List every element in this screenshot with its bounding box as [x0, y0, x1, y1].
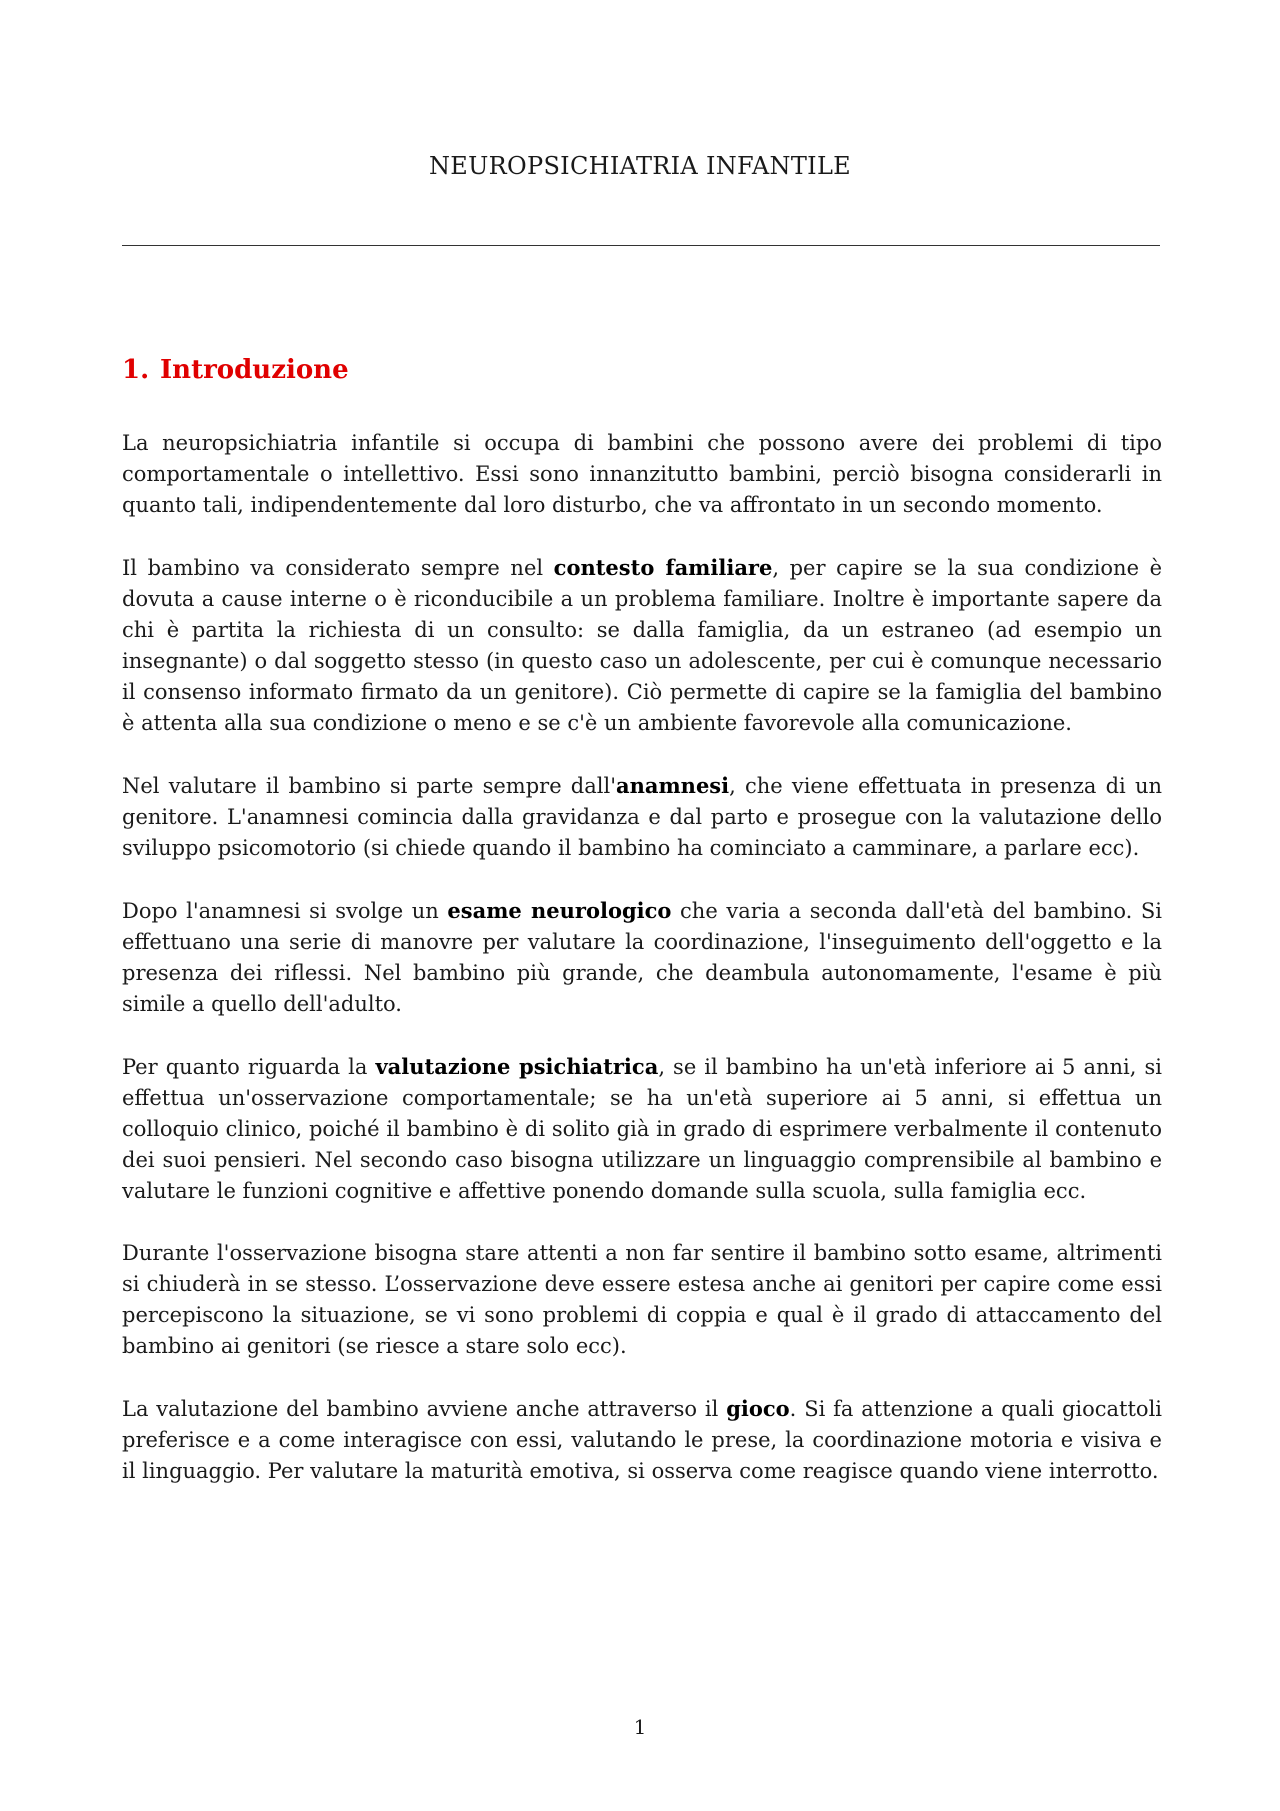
paragraph-text: Nel valutare il bambino si parte sempre dall' — [122, 774, 616, 798]
paragraph-text: , che viene effettuata in presenza di un genitore. L'anamnesi comincia dalla gravidanza e dal parto e prosegue con la valutazione dello sviluppo psicomotorio (si chiede quando il bambino ha cominciato a camminare, a parlare ecc). — [122, 774, 1162, 860]
section-title: Introduzione — [160, 355, 349, 385]
paragraph-text: Il bambino va considerato sempre nel — [122, 556, 554, 580]
document-title: NEUROPSICHIATRIA INFANTILE — [429, 152, 851, 180]
bold-term: anamnesi — [615, 773, 730, 798]
paragraph-text: che varia a seconda dall'età del bambino. Si effettuano una serie di manovre per valutare la coordinazione, l'inseguimento dell'oggetto e la presenza dei riflessi. Nel bambino più grande, che deambula autonomamente, l'esame è più simile a quello dell'adulto. — [122, 899, 1162, 1016]
section-heading — [122, 355, 349, 385]
paragraph-text: Dopo l'anamnesi si svolge un — [122, 899, 448, 923]
paragraph-text: , per capire se la sua condizione è dovuta a cause interne o è riconducibile a un problema familiare. Inoltre è importante sapere da chi è partita la richiesta di un consulto: se dalla famiglia, da un estraneo (ad esempio un insegnante) o dal soggetto stesso (in questo caso un adolescente, per cui è comunque necessario il consenso informato firmato da un genitore). Ciò permette di capire se la famiglia del bambino è attenta alla sua condizione o meno e se c'è un ambiente favorevole alla comunicazione. — [122, 556, 1163, 735]
paragraph-anamnesi — [122, 770, 1162, 864]
document-body — [122, 428, 1162, 1518]
paragraph-text: , se il bambino ha un'età inferiore ai 5 anni, si effettua un'osservazione comportamentale; se ha un'età superiore ai 5 anni, si effettua un colloquio clinico, poiché il bambino è di solito già in grado di esprimere verbalmente il contenuto dei suoi pensieri. Nel secondo caso bisogna utilizzare un linguaggio comprensibile al bambino e valutare le funzioni cognitive e affettive ponendo domande sulla scuola, sulla famiglia ecc. — [122, 1055, 1162, 1203]
paragraph-text: . Si fa attenzione a quali giocattoli preferisce e a come interagisce con essi, valutando le prese, la coordinazione motoria e visiva e il linguaggio. Per valutare la maturità emotiva, si osserva come reagisce quando viene interrotto. — [122, 1397, 1162, 1483]
paragraph-gioco — [122, 1393, 1162, 1487]
title-underline-divider — [122, 245, 1160, 246]
paragraph-text: Per quanto riguarda la — [122, 1055, 376, 1079]
paragraph-valutazione-psichiatrica — [122, 1051, 1162, 1207]
paragraph-contesto-familiare — [122, 552, 1162, 739]
paragraph-intro: La neuropsichiatria infantile si occupa di bambini che possono avere dei problemi di tipo comportamentale o intellettivo. Essi sono innanzitutto bambini, perciò bisogna considerarli in quanto tali, indipendentemente dal loro disturbo, che va affrontato in un secondo momento. — [122, 431, 1162, 517]
paragraph-esame-neurologico — [122, 895, 1162, 1020]
paragraph-osservazione: Durante l'osservazione bisogna stare attenti a non far sentire il bambino sotto esame, altrimenti si chiuderà in se stesso. L’osservazione deve essere estesa anche ai genitori per capire come essi percepiscono la situazione, se vi sono problemi di coppia e qual è il grado di attaccamento del bambino ai genitori (se riesce a stare solo ecc). — [122, 1241, 1162, 1358]
bold-term: valutazione psichiatrica — [375, 1054, 659, 1079]
paragraph-text: La valutazione del bambino avviene anche attraverso il — [122, 1397, 727, 1421]
bold-term: contesto familiare — [553, 555, 773, 580]
section-number: 1. — [122, 355, 150, 385]
page-number: 1 — [633, 1715, 647, 1739]
bold-term: gioco — [726, 1396, 790, 1421]
bold-term: esame neurologico — [447, 898, 672, 923]
